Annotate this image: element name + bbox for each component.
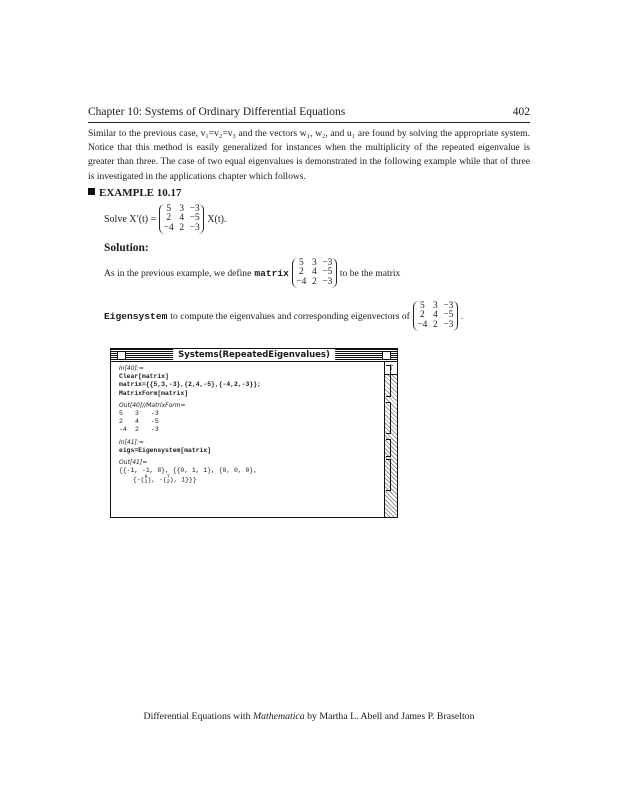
input-cell-41[interactable]: In[41]:= eigs=Eigensystem[matrix] (119, 439, 369, 455)
coefficient-matrix: 5 3 −3 2 4 −5 −4 2 −3 (159, 204, 204, 234)
in40-label: In[40]:= (119, 365, 144, 372)
solution-label: Solution: (104, 242, 149, 254)
cell-bracket[interactable] (386, 459, 391, 491)
intro-paragraph: Similar to the previous case, v₁=v₂=v₃ and the vectors w₁, w₂, and u₁ are found by solving the appropriate system. Notice that this method is easily generalized for instances when the multiplicity of the repeated eigenvalue is greater than three. The case of two equal eigenvalues is demonstrated in the following example while that of three is investigated in the applications chapter which follows. (88, 128, 530, 182)
zoom-box-icon[interactable] (382, 351, 391, 360)
running-header (88, 106, 530, 118)
chapter-title: Chapter 10: Systems of Ordinary Differential Equations (88, 106, 346, 118)
notebook-content[interactable] (119, 365, 369, 485)
header-rule (88, 122, 530, 123)
input-cell-40[interactable]: In[40]:= Clear[matrix] matrix={{5,3,-3},{2,4,-5},{-4,2,-3}}; MatrixForm[matrix] (119, 365, 369, 398)
solve-prefix: Solve X′(t) = (104, 213, 157, 225)
square-bullet-icon (88, 188, 95, 195)
page-number: 402 (512, 106, 530, 118)
example-heading: EXAMPLE 10.17 (88, 187, 182, 199)
output-cell-40: Out[40]//MatrixForm= 5 3 -3 2 4 -5 -4 2 -3 (119, 402, 369, 435)
solve-suffix: X(t). (207, 213, 227, 225)
eigensystem-code: Eigensystem (104, 310, 168, 322)
mathematica-notebook-window[interactable] (110, 348, 398, 518)
output-cell-41: Out[41]= {{-1, -1, 8}, {{0, 1, 1}, {0, 0, 0}, {-( 9 2 ), -( 7 2 ), 1}}} (119, 459, 369, 485)
page-footer: Differential Equations with Mathematica by Martha L. Abell and James P. Braselton (143, 711, 475, 722)
solve-statement (104, 203, 226, 235)
scroll-up-arrow-icon[interactable]: ⇧ (385, 362, 397, 375)
window-title: Systems(RepeatedEigenvalues) (173, 349, 335, 361)
close-box-icon[interactable] (117, 351, 126, 360)
cell-bracket[interactable] (386, 439, 391, 457)
window-title-bar[interactable] (111, 349, 397, 362)
matrix-display-2: 5 3 −3 2 4 −5 −4 2 −3 (413, 301, 458, 331)
cell-bracket[interactable] (386, 365, 391, 397)
output-matrix: 5 3 -3 2 4 -5 -4 2 -3 (119, 410, 159, 434)
eigensystem-line: Eigensystem to compute the eigenvalues and corresponding eigenvectors of 5 3 −3 2 4 −5 −4 2 −3 . (104, 300, 464, 330)
cell-bracket[interactable] (386, 402, 391, 434)
define-matrix-line: As in the previous example, we define matrix 5 3 −3 2 4 −5 −4 2 −3 to be the matrix (104, 257, 401, 287)
matrix-code: matrix (254, 267, 289, 279)
matrix-display-1: 5 3 −3 2 4 −5 −4 2 −3 (292, 258, 337, 288)
